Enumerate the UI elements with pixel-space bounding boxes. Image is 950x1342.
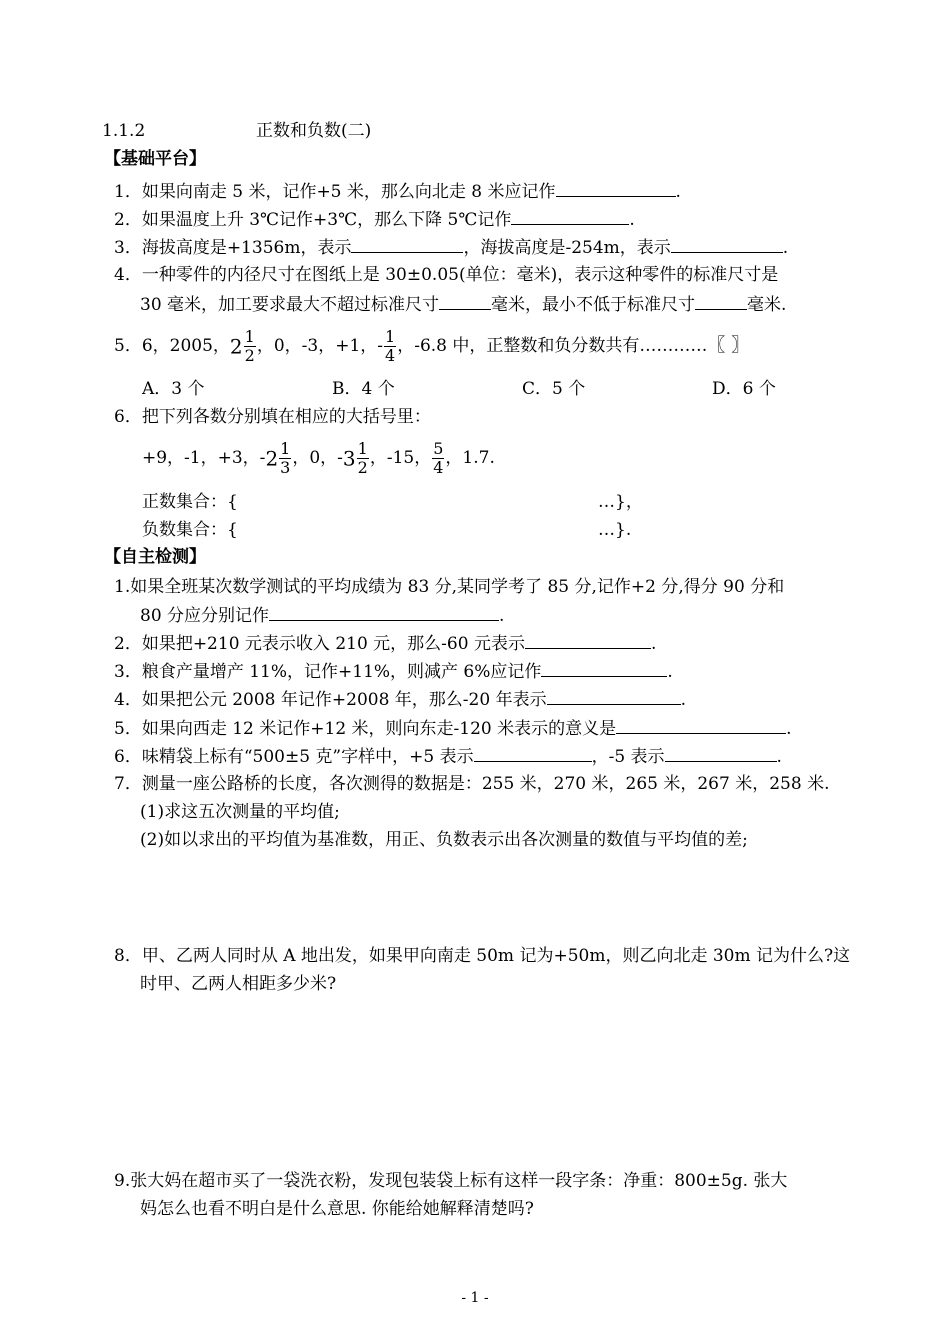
test-question-8-line2: 时甲、乙两人相距多少米? (140, 974, 337, 994)
test-question-7-part1: (1)求这五次测量的平均值; (140, 802, 340, 822)
option-b: B．4 个 (332, 379, 395, 399)
section-number: 1.1.2 (102, 121, 146, 141)
test-question-2: 2．如果把+210 元表示收入 210 元，那么-60 元表示 . (114, 634, 657, 654)
answer-blank (547, 688, 681, 705)
test-question-9-line2: 妈怎么也看不明白是什么意思. 你能给她解释清楚吗? (140, 1199, 534, 1219)
answer-blank (269, 604, 499, 621)
option-d: D．6 个 (712, 379, 776, 399)
negative-set-label: 负数集合：{ (142, 520, 238, 540)
fraction: $\frac{5}{4}$ (433, 439, 444, 477)
answer-blank (541, 660, 667, 677)
test-question-4: 4．如果把公元 2008 年记作+2008 年，那么-20 年表示 . (114, 690, 686, 710)
answer-blank (511, 208, 629, 225)
option-c: C．5 个 (522, 379, 586, 399)
question-2: 2．如果温度上升 3℃记作+3℃，那么下降 5℃记作 . (114, 210, 635, 230)
test-question-8-line1: 8．甲、乙两人同时从 A 地出发，如果甲向南走 50m 记为+50m，则乙向北走 30m 记为什么?这 (114, 946, 851, 966)
test-question-3: 3．粮食产量增产 11%，记作+11%，则减产 6%应记作 . (114, 662, 673, 682)
answer-blank (525, 632, 651, 649)
test-question-7-part2: (2)如以求出的平均值为基准数，用正、负数表示出各次测量的数值与平均值的差; (140, 830, 748, 850)
option-a: A．3 个 (142, 379, 205, 399)
question-4-line1: 4．一种零件的内径尺寸在图纸上是 30±0.05(单位：毫米)，表示这种零件的标准尺寸是 (114, 265, 779, 285)
answer-blank (671, 236, 783, 253)
test-question-6: 6．味精袋上标有“500±5 克”字样中，+5 表示 ，-5 表示 . (114, 747, 782, 767)
negative-set-end: …}. (598, 520, 632, 540)
question-4-line2: 30 毫米，加工要求最大不超过标准尺寸 毫米，最小不低于标准尺寸 毫米. (140, 295, 787, 315)
positive-set-end: …}， (598, 492, 643, 512)
test-question-9-line1: 9.张大妈在超市买了一袋洗衣粉，发现包装袋上标有这样一段字条：净重：800±5g. 张大 (114, 1171, 788, 1191)
fraction: $\frac{1}{4}$ (385, 327, 396, 365)
test-question-1-line2: 80 分应分别记作 . (140, 606, 505, 626)
section-heading-basic: 【基础平台】 (104, 149, 206, 169)
section-heading-self-test: 【自主检测】 (104, 547, 206, 567)
answer-blank (474, 745, 592, 762)
answer-blank (665, 745, 777, 762)
positive-set-label: 正数集合：{ (142, 492, 238, 512)
page-title: 正数和负数(二) (256, 121, 372, 141)
answer-blank (556, 180, 676, 197)
fraction: $\frac{1}{2}$ (244, 327, 255, 365)
test-question-7-stem: 7．测量一座公路桥的长度，各次测得的数据是：255 米，270 米，265 米，267 米，258 米. (114, 774, 830, 794)
question-6-numbers: +9，-1，+3，-2 $\frac{1}{3}$ ，0，-3 $\frac{1}{2}$ ，-15， $\frac{5}{4}$ ，1.7. (142, 439, 495, 477)
answer-blank (695, 293, 747, 310)
page-number: - 1 - (461, 1290, 489, 1306)
test-question-1-line1: 1.如果全班某次数学测试的平均成绩为 83 分,某同学考了 85 分,记作+2 分,得分 90 分和 (114, 577, 785, 597)
fraction: $\frac{1}{3}$ (280, 439, 291, 477)
question-6-stem: 6．把下列各数分别填在相应的大括号里： (114, 407, 431, 427)
answer-blank (439, 293, 491, 310)
answer-blank (616, 717, 786, 734)
answer-blank (351, 236, 463, 253)
question-1: 1．如果向南走 5 米，记作+5 米，那么向北走 8 米应记作 . (114, 182, 681, 202)
question-5: 5．6，2005，2 $\frac{1}{2}$ ，0，-3，+1，- $\frac{1}{4}$ ，-6.8 中，正整数和负分数共有…………〖 〗 (114, 327, 750, 365)
answer-bracket: 〖 〗 (707, 335, 750, 356)
test-question-5: 5．如果向西走 12 米记作+12 米，则向东走-120 米表示的意义是 . (114, 719, 792, 739)
fraction: $\frac{1}{2}$ (357, 439, 368, 477)
question-3: 3．海拔高度是+1356m，表示 ，海拔高度是-254m，表示 . (114, 238, 789, 258)
